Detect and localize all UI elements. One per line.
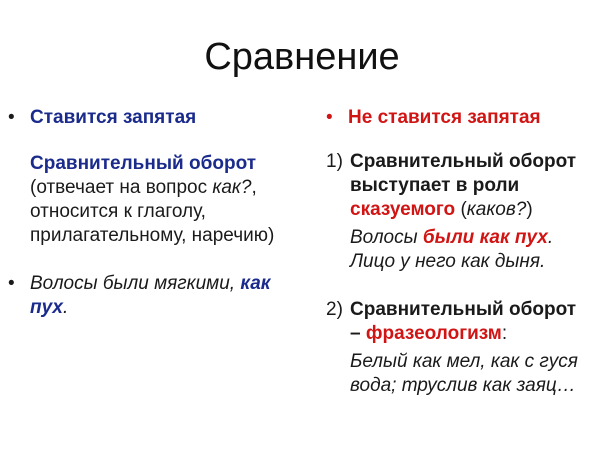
left-example-highlight: как пух [30,273,271,318]
item-1-body [350,150,602,274]
item-2-body [350,298,602,398]
item-number: 1) [326,151,343,172]
left-example-end: . [62,297,69,318]
right-column [326,106,602,398]
description-text-a: (отвечает на вопрос [30,177,213,198]
left-heading: Ставится запятая [30,107,197,128]
left-example-row [8,272,298,320]
left-example [30,272,298,320]
item-1-example [350,226,602,274]
left-heading-row [8,106,298,130]
item-1-lead: Сравнительный оборот выступает в роли [350,151,577,196]
description-question: как? [212,177,252,198]
bullet-icon: • [326,107,333,128]
item-number: 2) [326,299,343,320]
left-description [30,152,298,248]
item-1-question: каков? [466,199,527,220]
item-1-paren-close: ) [526,199,533,220]
left-column [8,106,298,320]
description-text-b: , относится к глаголу, прилагательному, наречию) [30,177,275,246]
item-1-example-highlight: были как пух [422,227,548,248]
item-1-paren-open: ( [455,199,467,220]
bullet-icon: • [8,273,15,294]
item-2-example: Белый как мел, как с гуся вода; труслив как заяц… [350,351,578,396]
term-comparative-phrase: Сравнительный оборот [30,153,257,174]
right-item-2 [326,298,602,398]
item-2-colon: : [501,323,508,344]
right-heading-row [326,106,602,130]
item-2-role: фразеологизм [365,323,502,344]
item-2-dash: – [350,323,361,344]
item-1-example-start: Волосы [350,227,423,248]
item-1-example-line2: Лицо у него как дыня. [350,251,546,272]
item-1-example-end: . [547,227,554,248]
slide-title: Сравнение [204,36,400,78]
item-2-lead: Сравнительный оборот [350,299,577,320]
left-example-start: Волосы были мягкими, [30,273,236,294]
bullet-icon: • [8,107,15,128]
right-heading: Не ставится запятая [348,107,541,128]
item-1-role: сказуемого [350,199,456,220]
right-item-1 [326,150,602,274]
